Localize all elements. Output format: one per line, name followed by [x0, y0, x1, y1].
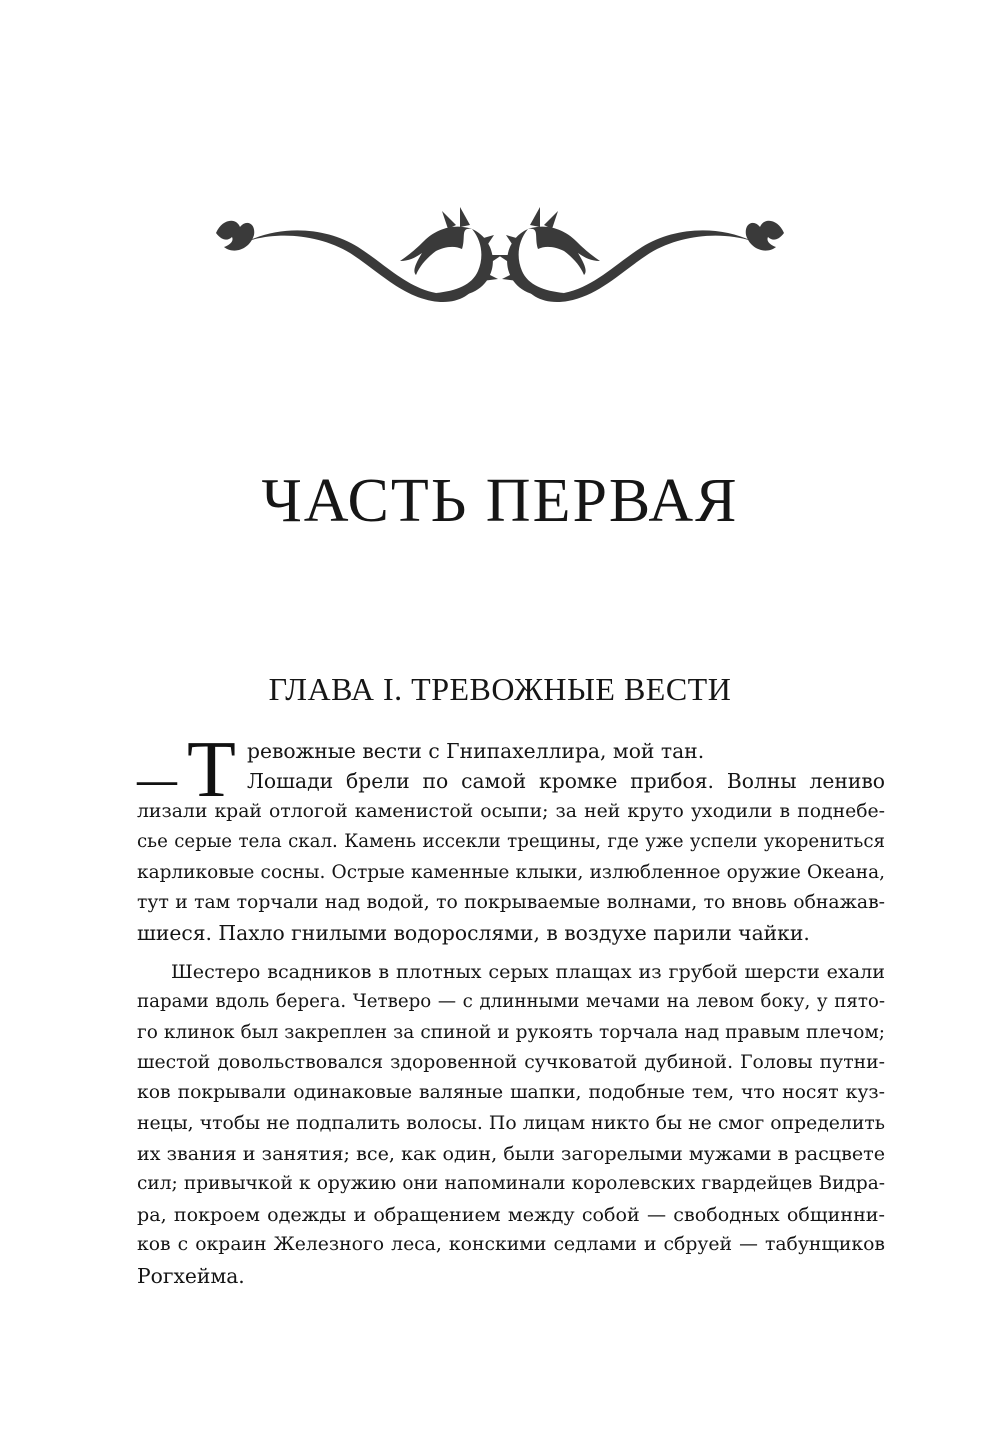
text-line: ра, покроем одежды и обращением между собой — свободных общинни-	[137, 1202, 885, 1226]
drop-cap-letter: Т	[187, 726, 236, 814]
text-line: шиеся. Пахло гнилыми водорослями, в воздухе парили чайки.	[137, 921, 810, 946]
text-line: Шестеро всадников в плотных серых плащах из грубой шерсти ехали	[171, 959, 885, 983]
chapter-title: ГЛАВА I. ТРЕВОЖНЫЕ ВЕСТИ	[268, 671, 732, 707]
text-line: лизали край отлогой каменистой осыпи; за ней круто уходили в поднебе-	[137, 800, 885, 822]
text-line: их звания и занятия; все, как один, были загорелыми мужами в расцвете	[137, 1142, 885, 1166]
chapter-body	[137, 736, 885, 1291]
text-line: сил; привычкой к оружию они напоминали королевских гвардейцев Видра-	[137, 1173, 885, 1195]
text-line: го клинок был закреплен за спиной и рукоять торчала над правым плечом;	[137, 1021, 885, 1043]
text-line: Рогхейма.	[137, 1263, 245, 1288]
text-line: сье серые тела скал. Камень иссекли трещины, где уже успели укорениться	[137, 831, 885, 853]
right-dragon-icon	[498, 207, 784, 302]
twin-dragons-ornament-icon	[210, 205, 790, 310]
text-line: ков с окраин Железного леса, конскими седлами и сбруей — табунщиков	[137, 1234, 885, 1256]
part-title: ЧАСТЬ ПЕРВАЯ	[261, 467, 739, 535]
left-dragon-icon	[216, 207, 502, 302]
text-line: Лошади брели по самой кромке прибоя. Волны лениво	[247, 769, 885, 794]
text-line: парами вдоль берега. Четверо — с длинными мечами на левом боку, у пято-	[137, 991, 885, 1013]
text-line: карликовые сосны. Острые каменные клыки, излюбленное оружие Океана,	[137, 861, 885, 883]
text-line: шестой довольствовался здоровенной сучковатой дубиной. Головы путни-	[137, 1051, 885, 1073]
text-line: тут и там торчали над водой, то покрываемые волнами, то вновь обнажав-	[137, 891, 885, 913]
text-line: нецы, чтобы не подпалить волосы. По лицам никто бы не смог определить	[137, 1112, 885, 1134]
dialogue-dash: —	[137, 757, 177, 802]
text-line: ков покрывали одинаковые валяные шапки, подобные тем, что носят куз-	[137, 1082, 885, 1104]
text-line: ревожные вести с Гнипахеллира, мой тан.	[247, 739, 705, 763]
